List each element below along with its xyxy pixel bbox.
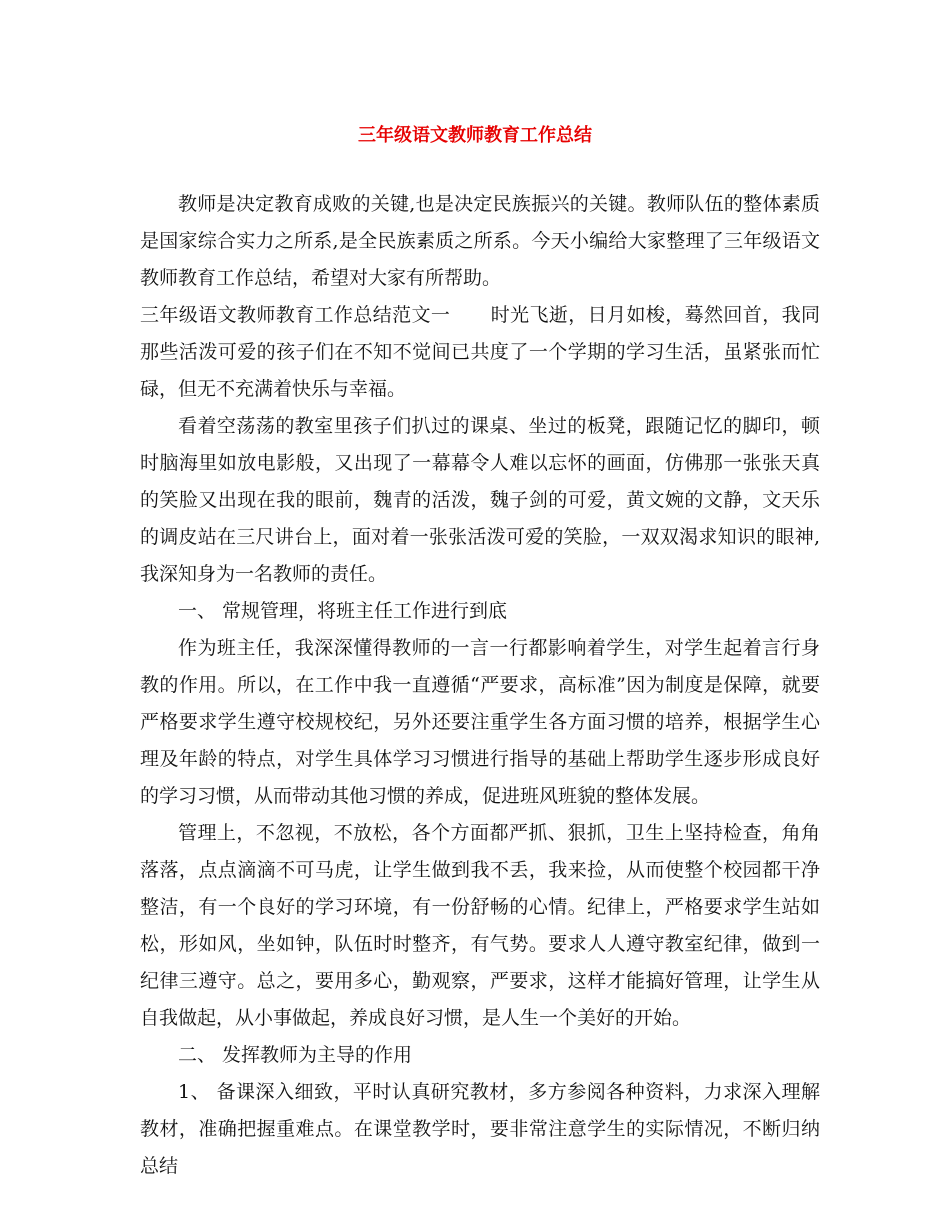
paragraph-sample-one [140,297,820,408]
document-title: 三年级语文教师教育工作总结 [358,125,592,146]
section-heading-one: 一、 常规管理，将班主任工作进行到底 [178,600,508,622]
section-heading-two: 二、 发挥教师为主导的作用 [178,1044,413,1066]
paragraph-class-teacher: 作为班主任，我深深懂得教师的一言一行都影响着学生，对学生起着言行身教的作用。所以，在工作中我一直遵循“严要求，高标准”因为制度是保障，就要严格要求学生遵守校规校纪，另外还要注重学生各方面习惯的培养，根据学生心理及年龄的特点，对学生具体学习习惯进行指导的基础上帮助学生逐步形成良好的学习习惯，从而带动其他习惯的养成，促进班风班貌的整体发展。 [140,637,820,807]
paragraph-intro: 教师是决定教育成败的关键,也是决定民族振兴的关键。教师队伍的整体素质是国家综合实力之所系,是全民族素质之所系。今天小编给大家整理了三年级语文教师教育工作总结，希望对大家有所帮助。 [140,193,820,289]
sample-opening: 时光飞逝，日月如梭，蓦然回首，我同那些活泼可爱的孩子们在不知不觉间已共度了一个学期的学习生活，虽紧张而忙碌，但无不充满着快乐与幸福。 [140,304,820,400]
paragraph-memories: 看着空荡荡的教室里孩子们扒过的课桌、坐过的板凳，跟随记忆的脚印，顿时脑海里如放电影般，又出现了一幕幕令人难以忘怀的画面，仿佛那一张张天真的笑脸又出现在我的眼前，魏青的活泼，魏子剑的可爱，黄文婉的文静，文天乐的调皮站在三尺讲台上，面对着一张张活泼可爱的笑脸，一双双渴求知识的眼神,我深知身为一名教师的责任。 [140,415,820,585]
paragraph-lesson-prep: 1、 备课深入细致，平时认真研究教材，多方参阅各种资料，力求深入理解教材，准确把握重难点。在课堂教学时，要非常注意学生的实际情况，不断归纳总结 [140,1081,820,1177]
sample-heading: 三年级语文教师教育工作总结范文一 [140,304,451,326]
document-body [140,186,820,1185]
paragraph-management: 管理上，不忽视，不放松，各个方面都严抓、狠抓，卫生上坚持检查，角角落落，点点滴滴不可马虎，让学生做到我不丢，我来捡，从而使整个校园都干净整洁，有一个良好的学习环境，有一份舒畅的心情。纪律上，严格要求学生站如松，形如风，坐如钟，队伍时时整齐，有气势。要求人人遵守教室纪律，做到一纪律三遵守。总之，要用多心，勤观察，严要求，这样才能搞好管理，让学生从自我做起，从小事做起，养成良好习惯，是人生一个美好的开始。 [140,822,820,1029]
